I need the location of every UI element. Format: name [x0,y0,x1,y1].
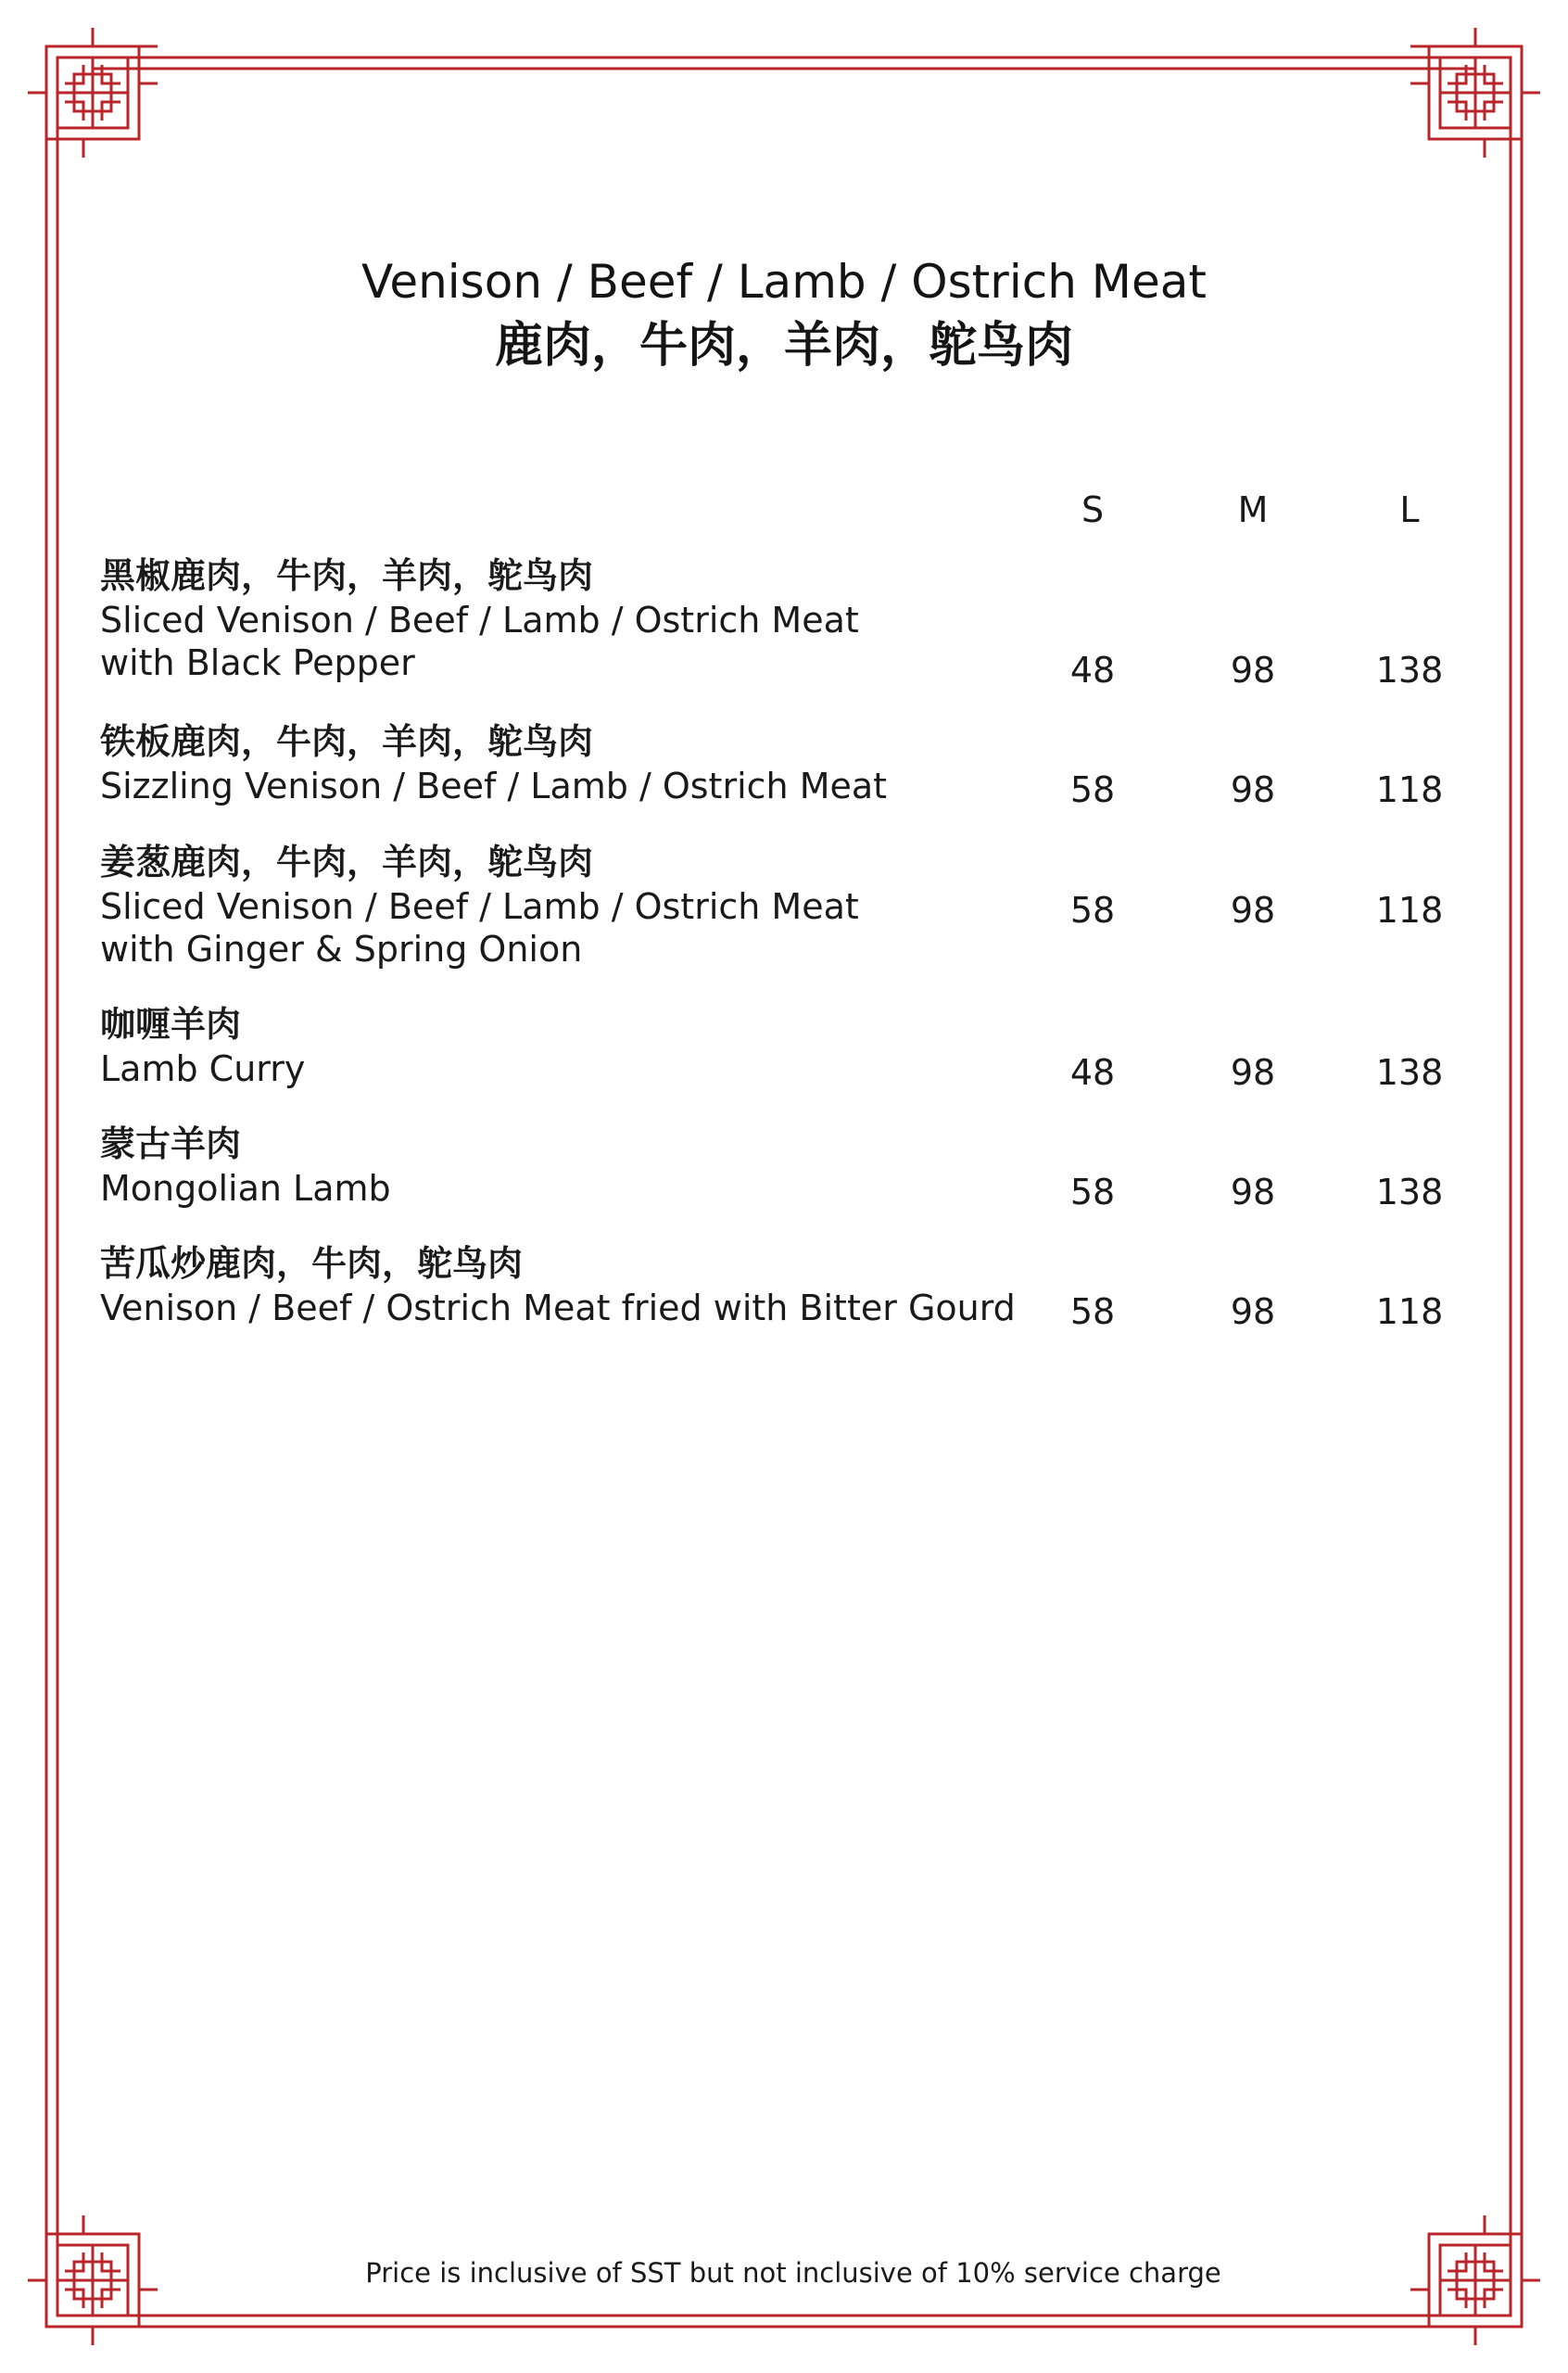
price-small: 58 [1069,1291,1116,1332]
item-name-english: Lamb Curry [100,1048,306,1089]
item-name-english: Venison / Beef / Ostrich Meat fried with Bitter Gourd [100,1288,1016,1328]
item-name-chinese: 黑椒鹿肉，牛肉，羊肉，鸵鸟肉 [100,555,594,596]
price-medium: 98 [1230,769,1276,810]
price-medium: 98 [1230,890,1276,931]
item-name-english-line2: with Ginger & Spring Onion [100,929,583,970]
price-small: 48 [1069,650,1116,691]
price-large: 138 [1375,650,1444,691]
item-name-english: Sliced Venison / Beef / Lamb / Ostrich Meat [100,600,859,641]
item-name-english: Sizzling Venison / Beef / Lamb / Ostrich Meat [100,766,888,806]
price-medium: 98 [1230,1052,1276,1093]
item-name-chinese: 铁板鹿肉，牛肉，羊肉，鸵鸟肉 [100,721,594,762]
corner-ornament-top-right [1410,28,1540,158]
item-name-english: Mongolian Lamb [100,1168,391,1209]
price-medium: 98 [1230,650,1276,691]
size-header-small: S [1081,489,1105,530]
menu-item-mongolian-lamb [100,1121,1490,1210]
item-name-english-line2: with Black Pepper [100,642,415,683]
corner-ornament-top-left [28,28,158,158]
item-name-chinese: 苦瓜炒鹿肉，牛肉，鸵鸟肉 [100,1243,524,1284]
size-header-medium: M [1237,489,1269,530]
price-large: 138 [1375,1172,1444,1212]
price-small: 58 [1069,769,1116,810]
menu-item-black-pepper [100,552,1490,691]
price-medium: 98 [1230,1291,1276,1332]
item-name-english: Sliced Venison / Beef / Lamb / Ostrich Meat [100,886,859,927]
menu-item-ginger-spring-onion [100,839,1490,971]
price-disclaimer: Price is inclusive of SST but not inclusive of 10% service charge [365,2257,1221,2289]
price-large: 118 [1375,769,1444,810]
menu-item-sizzling [100,718,1490,810]
page-title-chinese: 鹿肉，牛肉，羊肉，鸵鸟肉 [494,318,1073,374]
price-large: 138 [1375,1052,1444,1093]
price-small: 58 [1069,890,1116,931]
price-large: 118 [1375,890,1444,931]
page-title-english: Venison / Beef / Lamb / Ostrich Meat [361,255,1207,309]
price-medium: 98 [1230,1172,1276,1212]
price-small: 58 [1069,1172,1116,1212]
price-small: 48 [1069,1052,1116,1093]
item-name-chinese: 咖喱羊肉 [100,1004,242,1045]
menu-item-bitter-gourd [100,1240,1490,1332]
price-large: 118 [1375,1291,1444,1332]
size-header-large: L [1399,489,1420,530]
item-name-chinese: 姜葱鹿肉，牛肉，羊肉，鸵鸟肉 [100,842,594,882]
menu-item-lamb-curry [100,1001,1490,1093]
item-name-chinese: 蒙古羊肉 [100,1123,242,1164]
